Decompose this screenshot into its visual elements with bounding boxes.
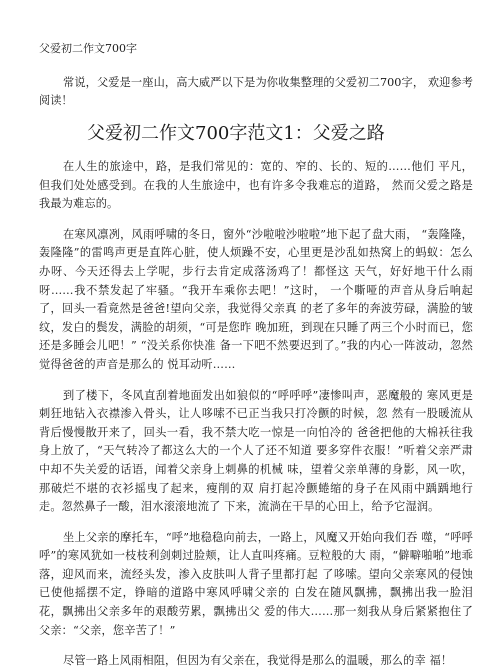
- section-title: 父爱初二作文700字范文1：父爱之路: [87, 123, 385, 144]
- body-paragraph-5: 尽管一路上风雨相阻，但因为有父亲在，我觉得是那么的温暖，那么的幸 福！: [63, 654, 453, 668]
- body-paragraph-3: 到了楼下，冬风直刮着地面发出如狼似的“呼呼呼”凄惨叫声，恶魔般的 寒风更是刺狂地钻入衣襟渗入骨头，让人哆嗦不已正当我只打冷颤的时候，忽 然有一股暖流从背后慢慢散开来了，回头一看，我不禁大吃一惊是一向怕冷的 爸爸把他的大棉袄往我身上放了，“天气转冷了都这么大的一个人了还不知道 要多穿件衣服！”听着父亲严肃中却不失关爱的话语，闻着父亲身上刺鼻的机械 味，望着父亲单薄的身影，风一吹，那破烂不堪的衣衫摇曳了起来，瘦削的双 肩打起冷颤蜷缩的身子在风雨中踽踽地行走。忽然鼻子一酸，泪水滚滚地流了 下来，流淌在干旱的心田上，给予它湿润。: [39, 388, 473, 514]
- body-paragraph-2: 在寒风凛冽，风雨呼啸的冬日，窗外“沙啦啦沙啦啦”地下起了盘大雨， “轰隆隆，轰隆隆”的雷鸣声更是直阵心脏，使人烦躁不安，心里更是沙乱如热窝上的蚂蚁：怎么办呀、今天还得去上学呢，步行去肯定成落汤鸡了！都怪这 天气，好好地干什么雨呀……我不禁发起了牢骚。“我开车乘你去吧！”这时， 一个嘶哑的声音从身后响起了，回头一看竟然是爸爸!望向父亲，我觉得父亲真 的老了多年的奔波劳碌，满脸的皱纹，发白的鬓发，满脸的胡须，“可是您昨 晚加班，到现在只睡了两三个小时而已，您还是多睡会儿吧！” “没关系你快准 备一下吧不然要迟到了。”我的内心一阵波动，忽然觉得爸爸的声音是那么的 悦耳动听……: [39, 227, 473, 371]
- document-title: 父爱初二作文700字: [39, 42, 137, 55]
- body-paragraph-4: 坐上父亲的摩托车，“呼”地稳稳向前去，一路上，风魔又开始向我们吞 噬，“呼呼呼”的寒风犹如一枝枝利剑刺过脸颊，让人直叫疼痛。豆粒般的大 雨，“僻噼啪啪”地乖落，迎风而来，流经头发，渗入皮肤叫人背子里都打起 了哆嗦。望向父亲寒风的侵蚀已使他摇摆不定，铮暗的道路中寒风呼啸父亲的 白发在随风飘拂，飘拂出我一脸泪花，飘拂出父亲多年的艰酸劳累，飘拂出父 爱的伟大……那一刻我从身后紧紧抱住了父亲：“父亲，您辛苦了！”: [39, 530, 473, 637]
- intro-paragraph: 常说，父爱是一座山，高大威严以下是为你收集整理的父爱初二700字， 欢迎参考阅读！: [39, 76, 473, 107]
- body-paragraph-1: 在人生的旅途中，路，是我们常见的：宽的、窄的、长的、短的……他们 平凡，但我们处处感受到。在我的人生旅途中，也有许多令我难忘的道路， 然而父爱之路是我最为难忘的。: [39, 160, 473, 211]
